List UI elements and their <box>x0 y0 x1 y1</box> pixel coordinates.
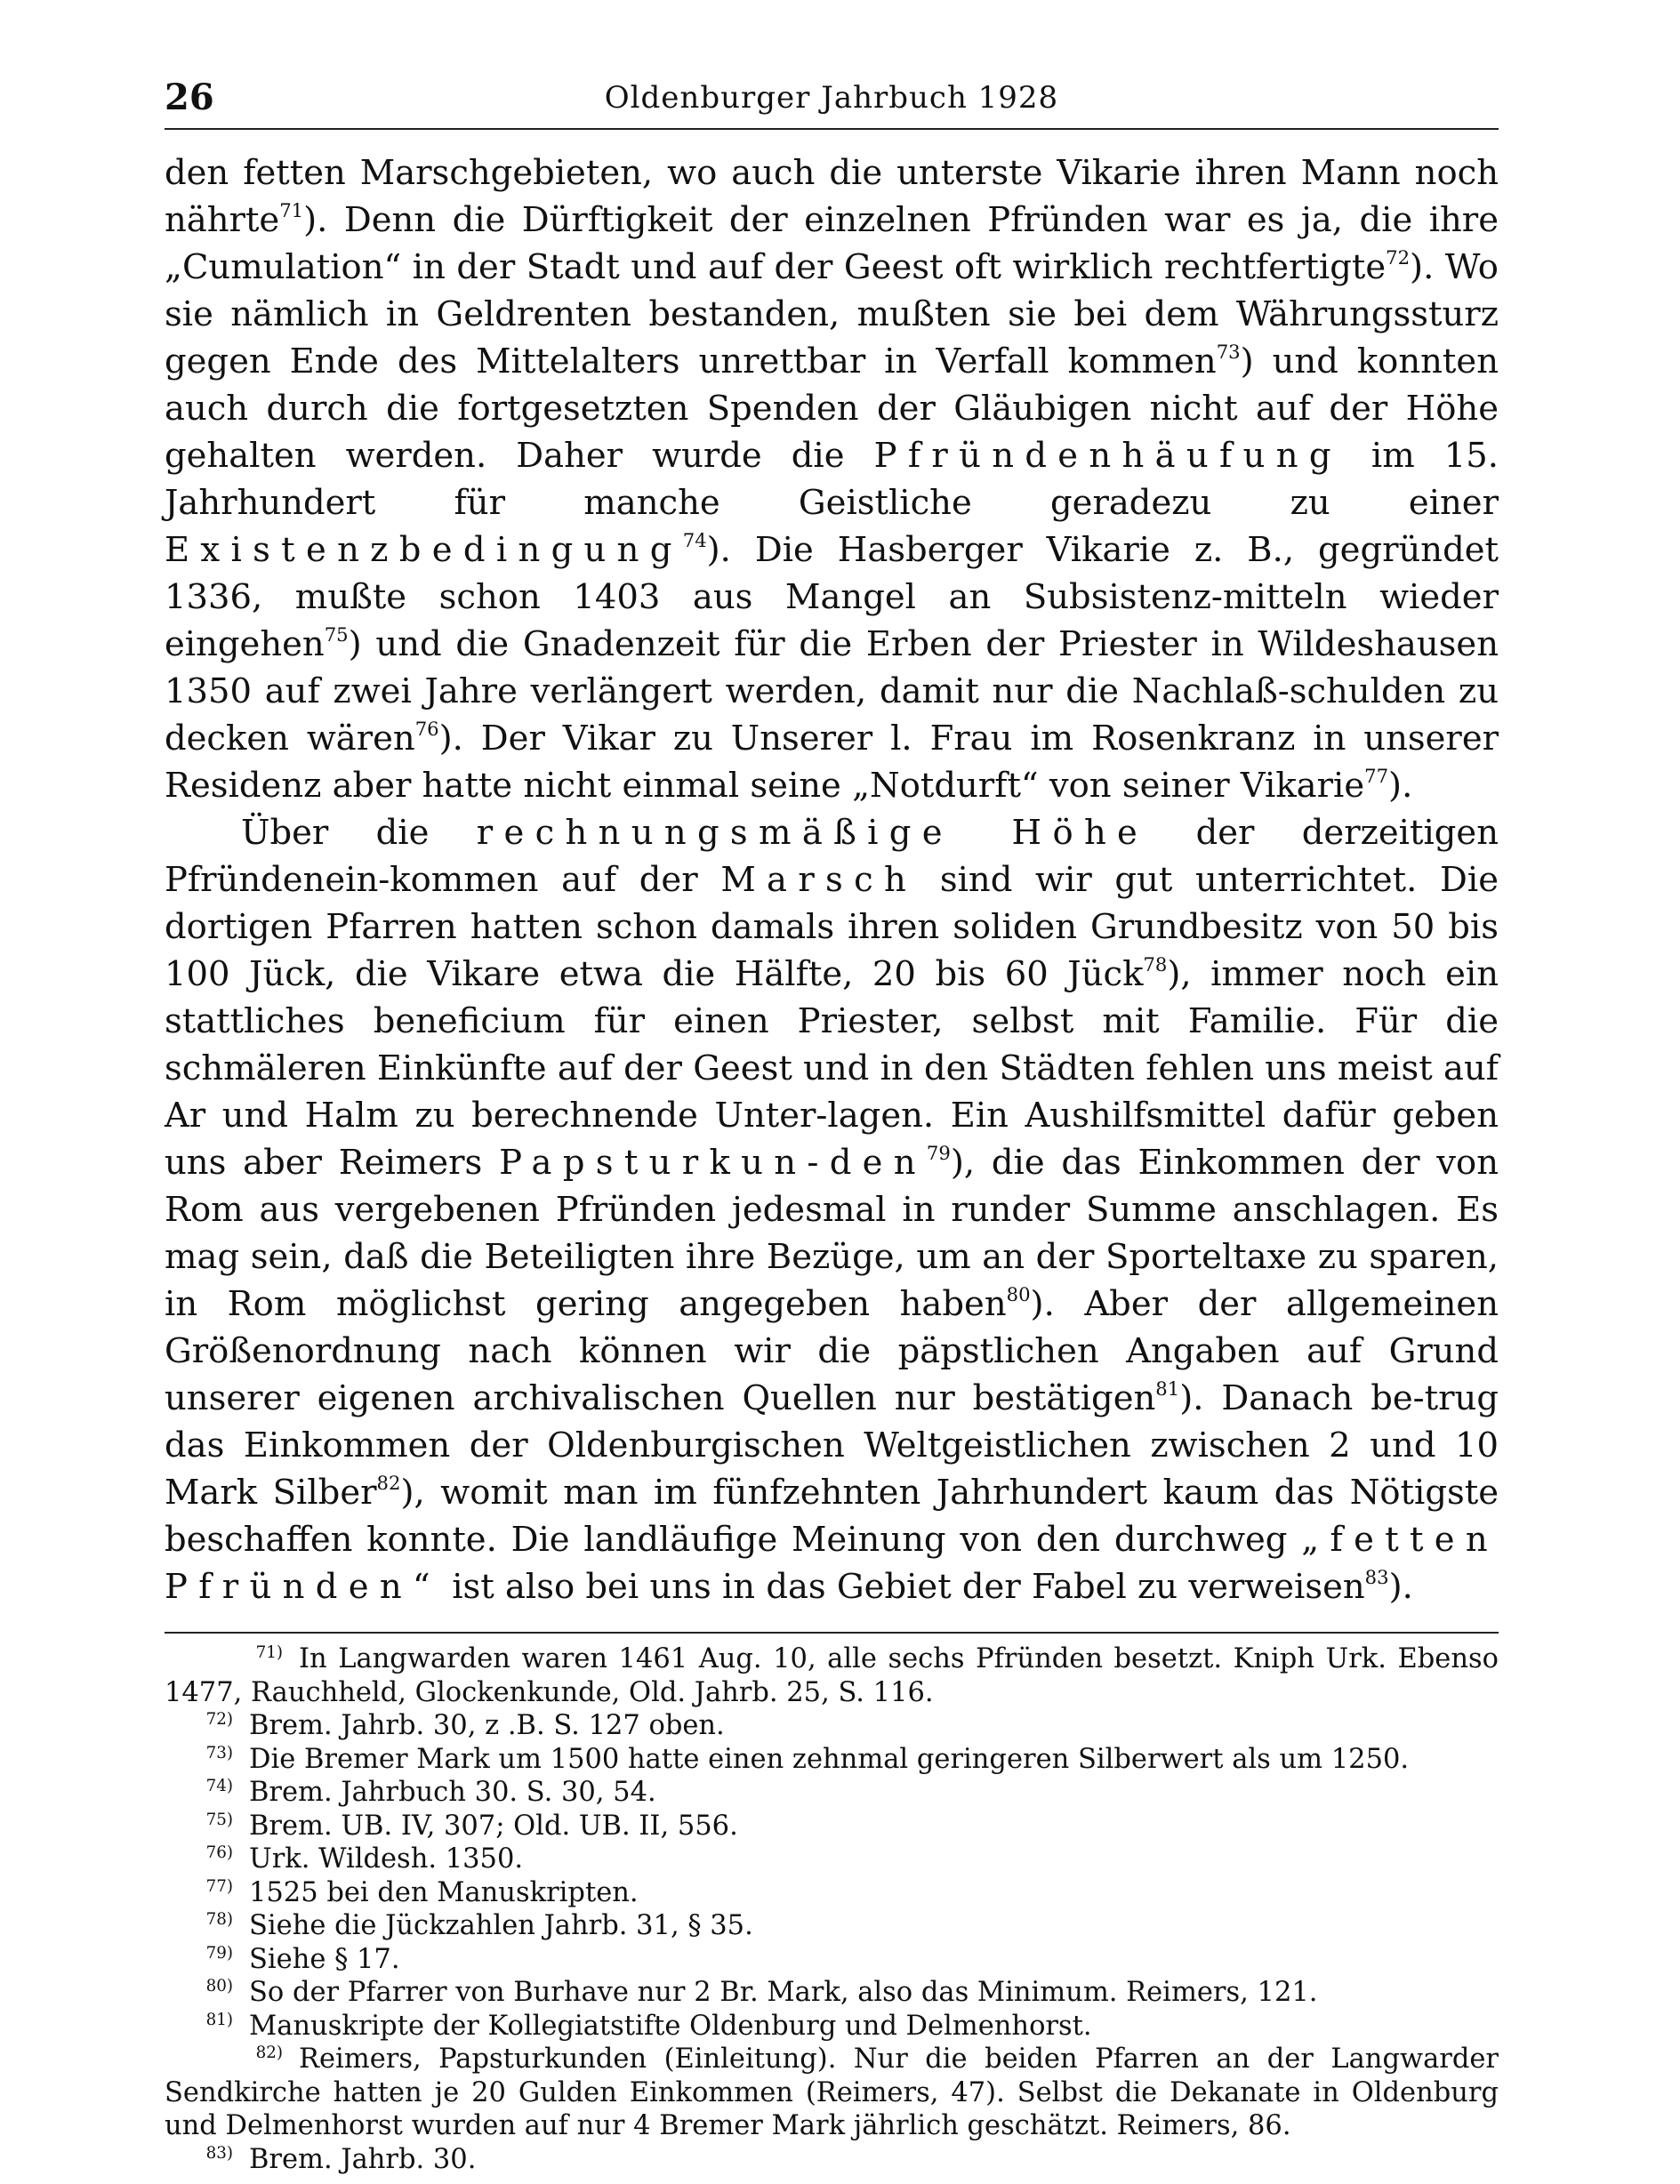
paragraph-2 <box>165 809 1499 1610</box>
footnote-text: Brem. Jahrb. 30, z .B. S. 127 oben. <box>249 1710 725 1741</box>
spaced-emphasis: rechnungsmäßige Höhe <box>476 813 1149 853</box>
footnote-73: 73) Die Bremer Mark um 1500 hatte einen zehnmal geringeren Silberwert als um 1250. <box>205 1743 1410 1775</box>
text-run: ). Aber der allgemeinen Größenordnung nach können wir die päpstlichen Angaben auf Grund unserer eigenen archivalischen Quellen nur bestätigen <box>165 1284 1499 1418</box>
text-run: ) und die Gnadenzeit für die Erben der Priester in Wildeshausen 1350 auf zwei Jahre verlängert werden, damit nur die Nachlaß-schulden zu decken wären <box>165 624 1499 759</box>
text-run: ) und konnten auch durch die fortgesetzten Spenden der Gläubigen nicht auf der Höhe gehalten werden. Daher wurde die <box>165 341 1499 476</box>
footnote-ref-75: 75 <box>324 623 349 646</box>
footnote-80: 80) So der Pfarrer von Burhave nur 2 Br. Mark, also das Minimum. Reimers, 121. <box>205 1977 1318 2008</box>
footnote-75: 75) Brem. UB. IV, 307; Old. UB. II, 556. <box>205 1810 738 1842</box>
footnote-ref-74: 74 <box>682 529 707 552</box>
text-run: ). Die Hasberger Vikarie z. B., gegründet 1336, mußte schon 1403 aus Mangel an Subsistenz-mitteln wieder eingehen <box>165 530 1499 664</box>
footnote-text: So der Pfarrer von Burhave nur 2 Br. Mark, also das Minimum. Reimers, 121. <box>249 1977 1318 2008</box>
footnote-rule <box>165 1632 1499 1634</box>
text-run: ). Denn die Dürftigkeit der einzelnen Pfründen war es ja, die ihre „Cumulation“ in der Stadt und auf der Geest oft wirklich rechtfertigte <box>165 200 1499 287</box>
footnote-81: 81) Manuskripte der Kollegiatstifte Oldenburg und Delmenhorst. <box>205 2010 1092 2042</box>
journal-title: Oldenburger Jahrbuch 1928 <box>604 80 1059 116</box>
text-run: ). <box>1388 1567 1413 1607</box>
text-run: im 15. Jahrhundert für manche Geistliche geradezu zu einer <box>165 436 1499 523</box>
footnote-ref-80: 80 <box>1006 1283 1031 1306</box>
page-number: 26 <box>165 76 214 118</box>
footnote-ref-77: 77 <box>1364 765 1389 788</box>
footnote-ref-82: 82 <box>376 1472 401 1495</box>
text-run: ). Danach be-trug das Einkommen der Oldenburgischen Weltgeistlichen zwischen 2 und 10 Mark Silber <box>165 1378 1499 1513</box>
spaced-emphasis: Papsturkun-den <box>499 1143 927 1183</box>
footnote-ref-79: 79 <box>926 1142 951 1165</box>
text-run: ). Wo sie nämlich in Geldrenten bestanden, mußten sie bei dem Währungssturz gegen Ende des Mittelalters unrettbar in Verfall kommen <box>165 247 1499 381</box>
footnote-text: Brem. Jahrb. 30. <box>249 2143 477 2175</box>
text-run: ist also bei uns in das Gebiet der Fabel zu verweisen <box>452 1567 1365 1607</box>
text-run: den fetten Marschgebieten, wo auch die unterste Vikarie ihren Mann noch nährte <box>165 153 1499 240</box>
footnotes <box>165 1642 1499 2176</box>
text-run: ), die das Einkommen der von Rom aus vergebenen Pfründen jedesmal in runder Summe anschlagen. Es mag sein, daß die Beteiligten ihre Bezüge, um an der Sporteltaxe zu sparen, in Rom möglichst gering angegeben haben <box>165 1143 1499 1324</box>
footnote-ref-81: 81 <box>1155 1377 1180 1401</box>
footnote-ref-71: 71 <box>279 199 304 222</box>
spaced-emphasis: Existenzbedingung <box>165 530 683 570</box>
footnote-ref-72: 72 <box>1386 246 1411 269</box>
footnote-ref-76: 76 <box>414 718 439 741</box>
document-page <box>165 71 1499 2176</box>
footnote-ref-73: 73 <box>1216 341 1241 364</box>
spaced-emphasis: Pfründenhäufung <box>873 436 1342 476</box>
footnote-text: In Langwarden waren 1461 Aug. 10, alle sechs Pfründen besetzt. Kniph Urk. Ebenso 1477, Rauchheld, Glockenkunde, Old. Jahrb. 25, S. 116. <box>165 1643 1499 1708</box>
spaced-emphasis: Marsch <box>720 860 918 900</box>
footnote-text: Reimers, Papsturkunden (Einleitung). Nur die beiden Pfarren an der Langwarder Sendkirche hatten je 20 Gulden Einkommen (Reimers, 47). Selbst die Dekanate in Oldenburg und Delmenhorst wurden auf nur 4 Bremer Mark jährlich geschätzt. Reimers, 86. <box>165 2043 1499 2141</box>
footnote-72: 72) Brem. Jahrb. 30, z .B. S. 127 oben. <box>205 1710 725 1741</box>
text-run: ), immer noch ein stattliches beneficium für einen Priester, selbst mit Familie. Für die schmäleren Einkünfte auf der Geest und in den Städten fehlen uns meist auf Ar und Halm zu berechnende Unter-lagen. Ein Aushilfsmittel dafür geben uns aber Reimers <box>165 954 1499 1183</box>
text-run: der derzeitigen Pfründenein-kommen auf der <box>165 813 1499 900</box>
footnote-text: Siehe § 17. <box>249 1943 400 1975</box>
footnote-83: 83) Brem. Jahrb. 30. <box>205 2143 477 2175</box>
footnote-79: 79) Siehe § 17. <box>205 1943 400 1975</box>
footnote-78: 78) Siehe die Jückzahlen Jahrb. 31, § 35. <box>205 1910 753 1941</box>
paragraph-1 <box>165 149 1499 809</box>
text-run: sind wir gut unterrichtet. Die dortigen Pfarren hatten schon damals ihren soliden Grundbesitz von 50 bis 100 Jück, die Vikare etwa die Hälfte, 20 bis 60 Jück <box>165 860 1499 994</box>
text-run: Über die <box>241 813 430 853</box>
footnote-text: Manuskripte der Kollegiatstifte Oldenburg und Delmenhorst. <box>249 2010 1092 2042</box>
footnote-82: 82) Reimers, Papsturkunden (Einleitung). Nur die beiden Pfarren an der Langwarder Sendkirche hatten je 20 Gulden Einkommen (Reimers, 47). Selbst die Dekanate in Oldenburg und Delmenhorst wurden auf nur 4 Bremer Mark jährlich geschätzt. Reimers, 86. <box>165 2043 1499 2141</box>
footnote-text: Urk. Wildesh. 1350. <box>249 1843 524 1875</box>
running-head <box>165 71 1499 130</box>
footnote-text: Die Bremer Mark um 1500 hatte einen zehnmal geringeren Silberwert als um 1250. <box>249 1743 1410 1775</box>
footnote-ref-78: 78 <box>1143 953 1168 976</box>
body-text <box>165 149 1499 1610</box>
footnote-ref-83: 83 <box>1364 1566 1389 1589</box>
footnote-76: 76) Urk. Wildesh. 1350. <box>205 1843 524 1875</box>
spaced-emphasis: „fetten Pfründen“ <box>165 1520 1499 1607</box>
footnote-71: 71) In Langwarden waren 1461 Aug. 10, alle sechs Pfründen besetzt. Kniph Urk. Ebenso 1477, Rauchheld, Glockenkunde, Old. Jahrb. 25, S. 116. <box>165 1643 1499 1708</box>
text-run: ), womit man im fünfzehnten Jahrhundert kaum das Nötigste beschaffen konnte. Die landläufige Meinung von den durchweg <box>165 1473 1499 1560</box>
footnote-text: Brem. Jahrbuch 30. S. 30, 54. <box>249 1777 656 1808</box>
text-run: ). <box>1388 766 1413 806</box>
footnote-74: 74) Brem. Jahrbuch 30. S. 30, 54. <box>205 1777 656 1808</box>
footnote-77: 77) 1525 bei den Manuskripten. <box>205 1876 639 1908</box>
footnote-text: 1525 bei den Manuskripten. <box>249 1876 639 1908</box>
text-run: ). Der Vikar zu Unserer l. Frau im Rosenkranz in unserer Residenz aber hatte nicht einmal seine „Notdurft“ von seiner Vikarie <box>165 719 1499 806</box>
footnote-text: Siehe die Jückzahlen Jahrb. 31, § 35. <box>249 1910 753 1941</box>
footnote-text: Brem. UB. IV, 307; Old. UB. II, 556. <box>249 1810 738 1842</box>
